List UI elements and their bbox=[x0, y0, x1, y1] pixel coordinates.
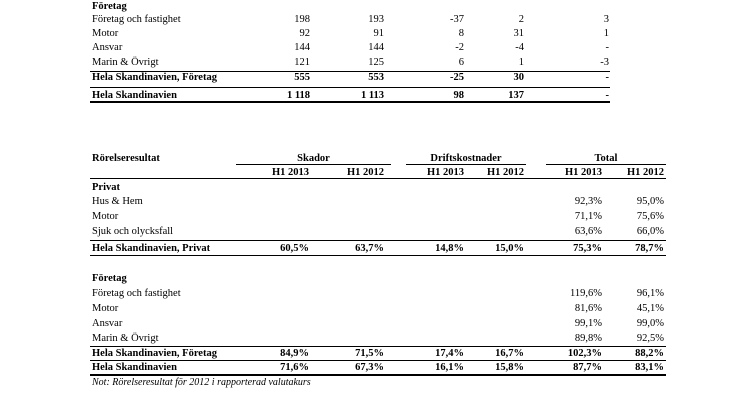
divider-double bbox=[90, 101, 610, 103]
cell-value: -4 bbox=[515, 42, 524, 53]
group-underline bbox=[406, 164, 526, 165]
group-header-total: Total bbox=[594, 153, 618, 164]
cell-value: 193 bbox=[368, 14, 384, 25]
row-label: Marin & Övrigt bbox=[92, 333, 159, 344]
row-label: Ansvar bbox=[92, 42, 123, 53]
cell-value: 96,1% bbox=[636, 288, 664, 299]
column-header: H1 2012 bbox=[486, 167, 524, 178]
cell-value: 71,5% bbox=[355, 348, 384, 359]
section-heading-foretag: Företag bbox=[92, 273, 127, 284]
divider bbox=[90, 240, 666, 241]
cell-value: 60,5% bbox=[280, 243, 309, 254]
cell-value: 14,8% bbox=[435, 243, 464, 254]
column-header: H1 2012 bbox=[346, 167, 384, 178]
cell-value: 198 bbox=[294, 14, 310, 25]
cell-value: -25 bbox=[450, 72, 464, 83]
cell-value: - bbox=[605, 42, 609, 53]
cell-value: 84,9% bbox=[280, 348, 309, 359]
divider bbox=[90, 178, 666, 179]
cell-value: 88,2% bbox=[635, 348, 664, 359]
cell-value: 17,4% bbox=[435, 348, 464, 359]
divider bbox=[90, 255, 666, 256]
column-header: H1 2013 bbox=[426, 167, 464, 178]
cell-value: 121 bbox=[294, 57, 310, 68]
divider bbox=[90, 87, 610, 88]
cell-value: 6 bbox=[458, 57, 464, 68]
cell-value: -2 bbox=[455, 42, 464, 53]
group-header-driftskostnader: Driftskostnader bbox=[430, 153, 502, 164]
cell-value: 144 bbox=[294, 42, 310, 53]
cell-value: 1 113 bbox=[360, 90, 384, 101]
cell-value: 92,3% bbox=[574, 196, 602, 207]
cell-value: 1 bbox=[518, 57, 524, 68]
row-label: Motor bbox=[92, 28, 119, 39]
cell-value: - bbox=[605, 90, 609, 101]
footnote: Not: Rörelseresultat för 2012 i rapporterad valutakurs bbox=[92, 377, 311, 388]
row-label: Ansvar bbox=[92, 318, 123, 329]
cell-value: 1 bbox=[603, 28, 609, 39]
cell-value: 71,6% bbox=[280, 362, 309, 373]
cell-value: 555 bbox=[294, 72, 310, 83]
row-label: Hela Skandinavien, Privat bbox=[92, 243, 211, 254]
cell-value: 95,0% bbox=[636, 196, 664, 207]
table-title: Rörelseresultat bbox=[92, 153, 160, 164]
section-heading-privat: Privat bbox=[92, 182, 120, 193]
cell-value: -3 bbox=[600, 57, 609, 68]
cell-value: 78,7% bbox=[635, 243, 664, 254]
row-label: Hela Skandinavien, Företag bbox=[92, 348, 217, 359]
row-label: Motor bbox=[92, 303, 119, 314]
group-header-skador: Skador bbox=[297, 153, 330, 164]
cell-value: 91 bbox=[373, 28, 384, 39]
cell-value: 144 bbox=[368, 42, 384, 53]
cell-value: 81,6% bbox=[574, 303, 602, 314]
cell-value: 30 bbox=[513, 72, 524, 83]
column-header: H1 2013 bbox=[564, 167, 602, 178]
cell-value: 119,6% bbox=[570, 288, 602, 299]
cell-value: 75,3% bbox=[573, 243, 602, 254]
cell-value: 99,1% bbox=[574, 318, 602, 329]
cell-value: 92,5% bbox=[636, 333, 664, 344]
cell-value: 15,8% bbox=[495, 362, 524, 373]
column-header: H1 2013 bbox=[271, 167, 309, 178]
cell-value: 89,8% bbox=[574, 333, 602, 344]
column-header: H1 2012 bbox=[626, 167, 664, 178]
row-label: Marin & Övrigt bbox=[92, 57, 159, 68]
cell-value: 31 bbox=[513, 28, 524, 39]
cell-value: 67,3% bbox=[355, 362, 384, 373]
cell-value: 137 bbox=[508, 90, 524, 101]
cell-value: 99,0% bbox=[636, 318, 664, 329]
cell-value: 87,7% bbox=[573, 362, 602, 373]
group-underline bbox=[236, 164, 391, 165]
cell-value: - bbox=[605, 72, 609, 83]
cell-value: 102,3% bbox=[567, 348, 602, 359]
cell-value: 63,7% bbox=[355, 243, 384, 254]
group-underline bbox=[546, 164, 666, 165]
row-label: Motor bbox=[92, 211, 119, 222]
row-label: Hus & Hem bbox=[92, 196, 143, 207]
cell-value: 16,7% bbox=[495, 348, 524, 359]
cell-value: 45,1% bbox=[636, 303, 664, 314]
cell-value: 125 bbox=[368, 57, 384, 68]
row-label: Sjuk och olycksfall bbox=[92, 226, 174, 237]
cell-value: 92 bbox=[299, 28, 310, 39]
section-heading-foretag-top: Företag bbox=[92, 1, 127, 12]
row-label: Hela Skandinavien bbox=[92, 362, 177, 373]
cell-value: 71,1% bbox=[574, 211, 602, 222]
cell-value: 16,1% bbox=[435, 362, 464, 373]
cell-value: 3 bbox=[603, 14, 609, 25]
row-label: Företag och fastighet bbox=[92, 14, 181, 25]
cell-value: 63,6% bbox=[574, 226, 602, 237]
cell-value: 75,6% bbox=[636, 211, 664, 222]
cell-value: 2 bbox=[518, 14, 524, 25]
cell-value: 553 bbox=[368, 72, 384, 83]
cell-value: 15,0% bbox=[495, 243, 524, 254]
cell-value: 66,0% bbox=[636, 226, 664, 237]
cell-value: 83,1% bbox=[635, 362, 664, 373]
cell-value: 98 bbox=[453, 90, 464, 101]
cell-value: 1 118 bbox=[286, 90, 310, 101]
divider bbox=[90, 71, 610, 72]
row-label: Hela Skandinavien bbox=[92, 90, 177, 101]
cell-value: 8 bbox=[458, 28, 464, 39]
row-label: Företag och fastighet bbox=[92, 288, 181, 299]
row-label: Hela Skandinavien, Företag bbox=[92, 72, 217, 83]
cell-value: -37 bbox=[450, 14, 464, 25]
